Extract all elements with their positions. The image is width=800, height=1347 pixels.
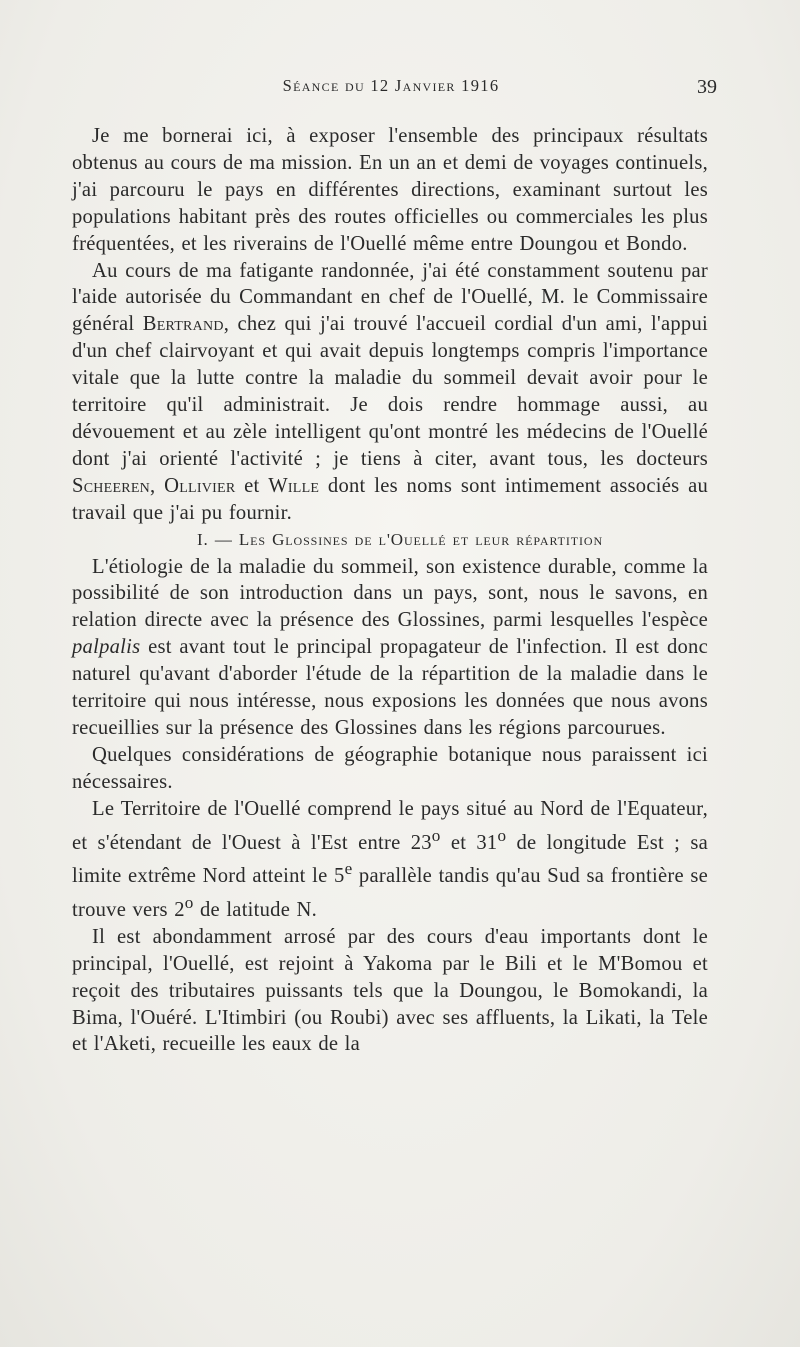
paragraph-text: dont les noms sont intimement associés au travail que j'ai pu fournir.: [72, 474, 709, 524]
degree-mark: o: [431, 825, 441, 845]
person-name: Bertrand: [142, 313, 224, 336]
degree-mark: o: [184, 893, 194, 913]
paragraph-text: parallèle tandis qu'au Sud sa frontière se trouve vers 2: [72, 865, 708, 921]
paragraph-botany: [72, 742, 708, 796]
ordinal-mark: e: [344, 859, 353, 879]
page-number: 39: [697, 76, 717, 98]
species-name: palpalis: [72, 636, 141, 659]
paragraph-text: de latitude N.: [193, 898, 318, 921]
paragraph-text: Je me bornerai ici, à exposer l'ensemble des principaux résultats obtenus au cours de ma mission. En un an et demi de voyages continuels, j'ai parcouru le pays en différentes directions, examinant surtout les populations habitant près des routes officielles ou commerciales les plus fréquentées, et les riverains de l'Ouellé même entre Doungou et Bondo.: [72, 125, 708, 255]
paragraph-text: et: [235, 474, 269, 497]
running-title: Séance du 12 Janvier 1916: [282, 76, 500, 95]
paragraph-etiology: [72, 554, 708, 742]
paragraph-text: Au cours de ma fatigante randonnée, j'ai été constamment soutenu par l'aide autorisée du Commandant en chef de l'Ouellé, M. le Commissaire général: [72, 259, 708, 336]
paragraph-text: Quelques considérations de géographie botanique nous paraissent ici nécessaires.: [72, 743, 708, 793]
paragraph-acknowledgements: [72, 258, 708, 527]
paragraph-text: et 31: [440, 831, 498, 854]
paragraph-rivers: [72, 924, 708, 1059]
paragraph-intro: [72, 123, 708, 258]
running-head: [70, 76, 717, 104]
person-name: Ollivier: [164, 474, 236, 497]
paragraph-territory: [72, 796, 708, 924]
paragraph-text: L'étiologie de la maladie du sommeil, son existence durable, comme la possibilité de son introduction dans un pays, sont, nous le savons, en relation directe avec la présence des Glossines, parmi lesquelles l'espèce: [72, 555, 708, 632]
paragraph-text: ,: [150, 474, 165, 497]
paragraph-text: est avant tout le principal propagateur de l'infection. Il est donc naturel qu'avant d'aborder l'étude de la répartition de la maladie dans le territoire qui nous intéresse, nous exposions les données que nous avons recueillies sur la présence des Glossines dans les régions parcourues.: [72, 636, 708, 739]
paragraph-text: de longitude Est ; sa limite extrême Nord atteint le 5: [72, 831, 708, 888]
paragraph-text: Il est abondamment arrosé par des cours d'eau importants dont le principal, l'Ouellé, est rejoint à Yakoma par le Bili et le M'Bomou et reçoit des tributaires puissants tels que la Doungou, le Bomokandi, la Bima, l'Ouéré. L'Itimbiri (ou Roubi) avec ses affluents, la Likati, la Tele et l'Aketi, recueille les eaux de la: [72, 925, 708, 1056]
paragraph-text: , chez qui j'ai trouvé l'accueil cordial d'un ami, l'appui d'un chef clairvoyant et qui avait depuis longtemps compris l'importance vitale que la lutte contre la maladie du sommeil devait avoir pour le territoire qu'il administrait. Je dois rendre hommage aussi, au dévouement et au zèle intelligent qu'ont montré les médecins de l'Ouellé dont j'ai orienté l'activité ; je tiens à citer, avant tous, les docteurs: [72, 313, 708, 470]
section-heading: I. — Les Glossines de l'Ouellé et leur répartition: [196, 529, 604, 549]
paragraph-text: Le Territoire de l'Ouellé comprend le pays situé au Nord de l'Equateur, et s'étendant de l'Ouest à l'Est entre 23: [72, 797, 708, 854]
degree-mark: o: [497, 825, 507, 845]
person-name: Scheeren: [72, 474, 151, 497]
body-text: [72, 123, 708, 1058]
person-name: Wille: [268, 474, 320, 497]
